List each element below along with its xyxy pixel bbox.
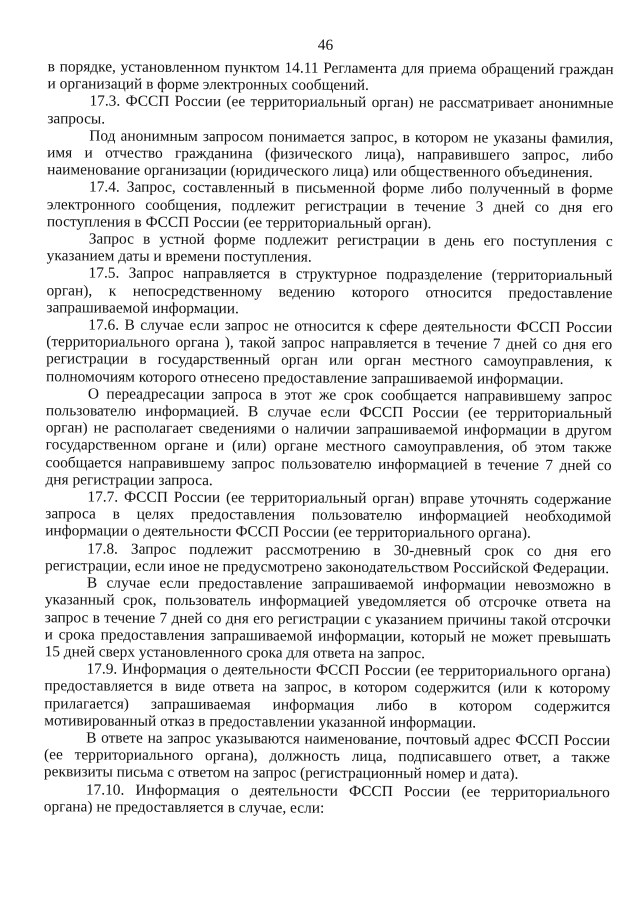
paragraph-17-7: 17.7. ФССП России (ее территориальный орган) вправе уточнять содержание запроса в целях предоставления пользователю информацией необходимой информации о деятельности ФССП России (ее территориального органа). — [45, 488, 612, 543]
paragraph-17-5: 17.5. Запрос направляется в структурное подразделение (территориальный орган), к непосредственному ведению которого относится предоставление запрашиваемой информации. — [46, 264, 613, 318]
paragraph-response-details: В ответе на запрос указываются наименование, почтовый адрес ФССП России (ее территориального органа), должность лица, подписавшего ответ, а также реквизиты письма с ответом на запрос (регистрационный номер и дата). — [43, 729, 611, 784]
paragraph-17-8: 17.8. Запрос подлежит рассмотрению в 30-дневный срок со дня его регистрации, если иное не предусмотрено законодательством Российской Федерации. — [44, 540, 612, 578]
document-body — [44, 58, 614, 818]
paragraph-17-9: 17.9. Информация о деятельности ФССП России (ее территориального органа) предоставляется в виде ответа на запрос, в котором содержится (или к которому прилагается) запрашиваемая информация либо в котором содержится мотивированный отказ в предоставлении указанной информации. — [44, 660, 611, 732]
paragraph-anonymous-definition: Под анонимным запросом понимается запрос, в котором не указаны фамилия, имя и отчество гражданина (физического лица), направившего запрос, либо наименование организации (юридического лица) или общественного объединения. — [47, 127, 614, 182]
paragraph-redirection: О переадресации запроса в этот же срок сообщается направившему запрос пользователю информацией. В случае если ФССП России (ее территориальный орган) не располагает сведениями о наличии запрашиваемой информации в другом государственном органе и (или) органе местного самоуправления, об этом также сообщается направившему запрос пользователю информацией в течение 7 дней со дня регистрации запроса. — [45, 385, 612, 489]
paragraph-17-6: 17.6. В случае если запрос не относится к сфере деятельности ФССП России (территориального органа ), такой запрос направляется в течение 7 дней со дня его регистрации в государственный орган или орган местного самоуправления, к полномочиям которого отнесено предоставление запрашиваемой информации. — [45, 316, 613, 388]
paragraph-17-3: 17.3. ФССП России (ее территориальный орган) не рассматривает анонимные запросы. — [47, 92, 614, 128]
page-number: 46 — [317, 36, 334, 54]
paragraph-continuation: в порядке, установленном пунктом 14.11 Регламента для приема обращений граждан и организаций в форме электронных сообщений. — [47, 58, 614, 95]
paragraph-deferral: В случае если предоставление запрашиваемой информации невозможно в указанный срок, пользователь информацией уведомляется об отсрочке ответа на запрос в течение 7 дней со дня его регистрации с указанием причины такой отсрочки и срока предоставления запрашиваемой информации, который не может превышать 15 дней сверх установленного срока для ответа на запрос. — [44, 574, 611, 663]
paragraph-17-4: 17.4. Запрос, составленный в письменной форме либо полученный в форме электронного сообщения, подлежит регистрации в течение 3 дней со дня его поступления в ФССП России (ее территориальный орган). — [46, 178, 614, 233]
paragraph-17-10: 17.10. Информация о деятельности ФССП России (ее территориального органа) не предоставляется в случае, если: — [43, 780, 610, 817]
paragraph-oral-request: Запрос в устной форме подлежит регистрации в день его поступления с указанием даты и времени поступления. — [46, 230, 613, 266]
